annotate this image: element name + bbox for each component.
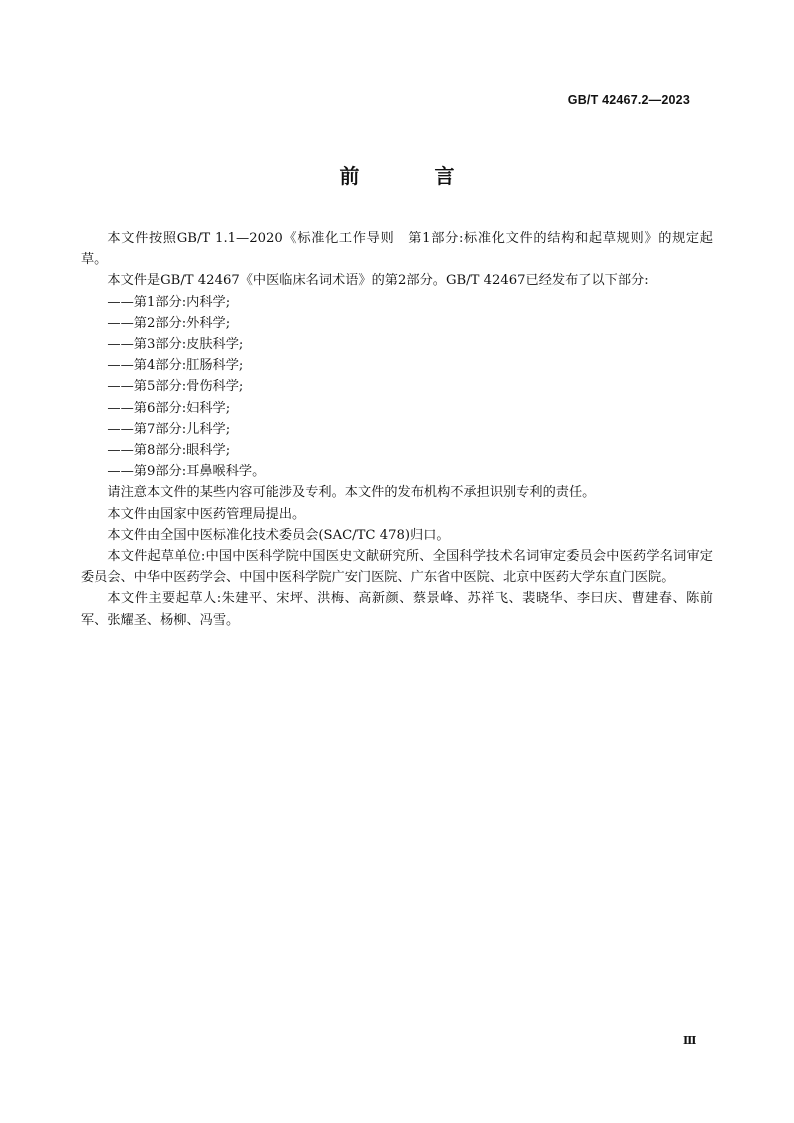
drafters-paragraph: 本文件主要起草人:朱建平、宋坪、洪梅、高新颜、蔡景峰、苏祥飞、裴晓华、李曰庆、曹建春、陈前军、张耀圣、杨柳、冯雪。 [81,591,713,628]
list-item: ——第2部分:外科学; [107,315,231,331]
standard-code: GB/T 42467.2—2023 [567,93,690,107]
page-title: 前 言 [339,164,489,188]
document-body [81,228,713,631]
drafting-rules-paragraph: 本文件按照GB/T 1.1—2020《标准化工作导则 第1部分:标准化文件的结构和起草规则》的规定起草。 [81,231,713,268]
series-parts-intro-paragraph: 本文件是GB/T 42467《中医临床名词术语》的第2部分。GB/T 42467已经发布了以下部分: [107,273,649,289]
list-item: ——第5部分:骨伤科学; [107,379,244,395]
drafting-units-paragraph: 本文件起草单位:中国中医科学院中国医史文献研究所、全国科学技术名词审定委员会中医药学名词审定委员会、中华中医药学会、中国中医科学院广安门医院、广东省中医院、北京中医药大学东直门医院。 [81,549,713,586]
committee-paragraph: 本文件由全国中医标准化技术委员会(SAC/TC 478)归口。 [107,527,450,543]
parts-list [81,292,713,483]
patent-notice-paragraph: 请注意本文件的某些内容可能涉及专利。本文件的发布机构不承担识别专利的责任。 [107,485,596,501]
list-item: ——第9部分:耳鼻喉科学。 [107,464,266,480]
list-item: ——第8部分:眼科学; [107,443,231,459]
list-item: ——第7部分:儿科学; [107,421,231,437]
list-item: ——第4部分:肛肠科学; [107,358,244,374]
page-number: Ⅲ [683,1034,697,1047]
proposer-paragraph: 本文件由国家中医药管理局提出。 [107,506,306,522]
list-item: ——第6部分:妇科学; [107,400,231,416]
list-item: ——第3部分:皮肤科学; [107,337,244,353]
list-item: ——第1部分:内科学; [107,294,231,310]
